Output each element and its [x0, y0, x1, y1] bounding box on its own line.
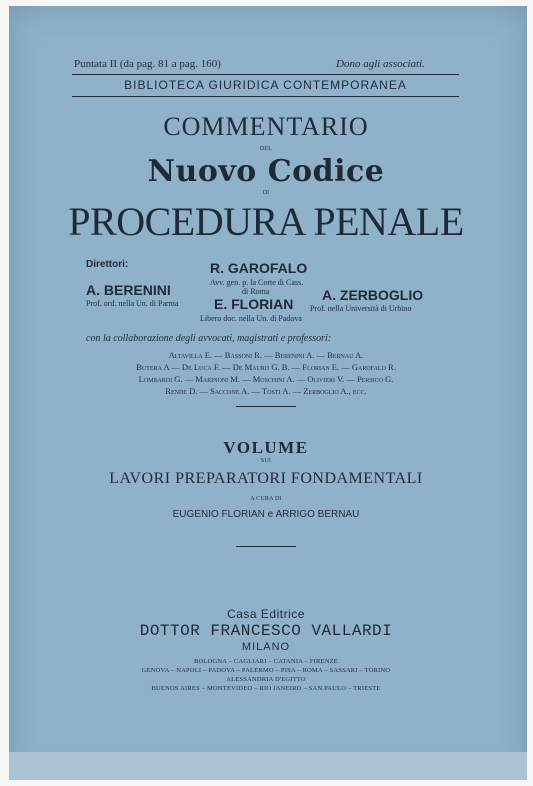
header-rule-bottom	[72, 96, 459, 97]
title-procedura-penale: PROCEDURA PENALE	[68, 199, 464, 244]
title-di: DI	[262, 190, 270, 196]
dono-text: Dono agli associati.	[336, 58, 425, 70]
cover-worn-edge	[9, 752, 527, 780]
volume-editors: EUGENIO FLORIAN e ARRIGO BERNAU	[172, 509, 360, 520]
collaborators-line-4: Rende D. — Saccone A. — Tosti A. — Zerboglio A., ecc.	[165, 386, 367, 396]
director-garofalo: R. GAROFALO	[210, 260, 308, 276]
collaborators-intro: con la collaborazione degli avvocati, magistrati e professori:	[86, 333, 332, 344]
garofalo-desc-2: di Roma	[242, 287, 270, 296]
director-zerboglio: A. ZERBOGLIO	[322, 287, 424, 303]
zerboglio-desc: Prof. nella Università di Urbino	[310, 304, 412, 313]
volume-subject: LAVORI PREPARATORI FONDAMENTALI	[109, 470, 423, 487]
berenini-desc: Prof. ord. nella Un. di Parma	[86, 299, 179, 308]
collaborators-line-1: Altavilla E. — Bassoni R. — Berenini A. — Bernau A.	[168, 350, 364, 360]
header-rule-top	[72, 74, 459, 75]
publisher-branches-4: BUENOS AIRES – MONTEVIDEO – RIO JANEIRO – SAN PAULO – TRIESTE	[151, 685, 381, 692]
puntata-text: Puntata II (da pag. 81 a pag. 160)	[74, 58, 221, 70]
publisher-name: DOTTOR FRANCESCO VALLARDI	[139, 622, 393, 640]
publisher-casa: Casa Editrice	[227, 607, 305, 621]
title-commentario: COMMENTARIO	[163, 112, 369, 141]
collaborators-line-3: Lombardi G. — Marinoni M. — Moschini A. — Olivieri V. — Persico G.	[138, 374, 394, 384]
director-berenini: A. BERENINI	[86, 282, 171, 298]
publisher-branches-2: GENOVA – NAPOLI – PADOVA – PALERMO – PISA – ROMA – SASSARI – TORINO	[141, 667, 391, 674]
director-florian: E. FLORIAN	[214, 296, 294, 312]
publisher-city: MILANO	[241, 641, 291, 653]
florian-desc: Libero doc. nella Un. di Padova	[200, 314, 302, 323]
series-title: BIBLIOTECA GIURIDICA CONTEMPORANEA	[124, 78, 407, 92]
volume-label: VOLUME	[223, 438, 309, 457]
separator-rule-1	[236, 406, 296, 407]
garofalo-desc-1: Avv. gen. p. la Corte di Cass.	[210, 278, 304, 287]
title-del: DEL	[259, 146, 273, 152]
volume-sui: SUI	[260, 458, 272, 464]
directors-label: Direttori:	[86, 259, 129, 270]
separator-rule-2	[236, 546, 296, 547]
publisher-branches-3: ALESSANDRIA D'EGITTO	[226, 676, 306, 683]
volume-a-cura: A CURA DI	[250, 496, 282, 502]
collaborators-line-2: Butera A — De Luca F. — De Mauro G. B. — Florian E. — Garofalo R.	[136, 362, 396, 372]
publisher-branches-1: BOLOGNA – CAGLIARI – CATANIA – FIRENZE	[194, 658, 338, 665]
title-nuovo-codice: Nuovo Codice	[147, 154, 385, 189]
